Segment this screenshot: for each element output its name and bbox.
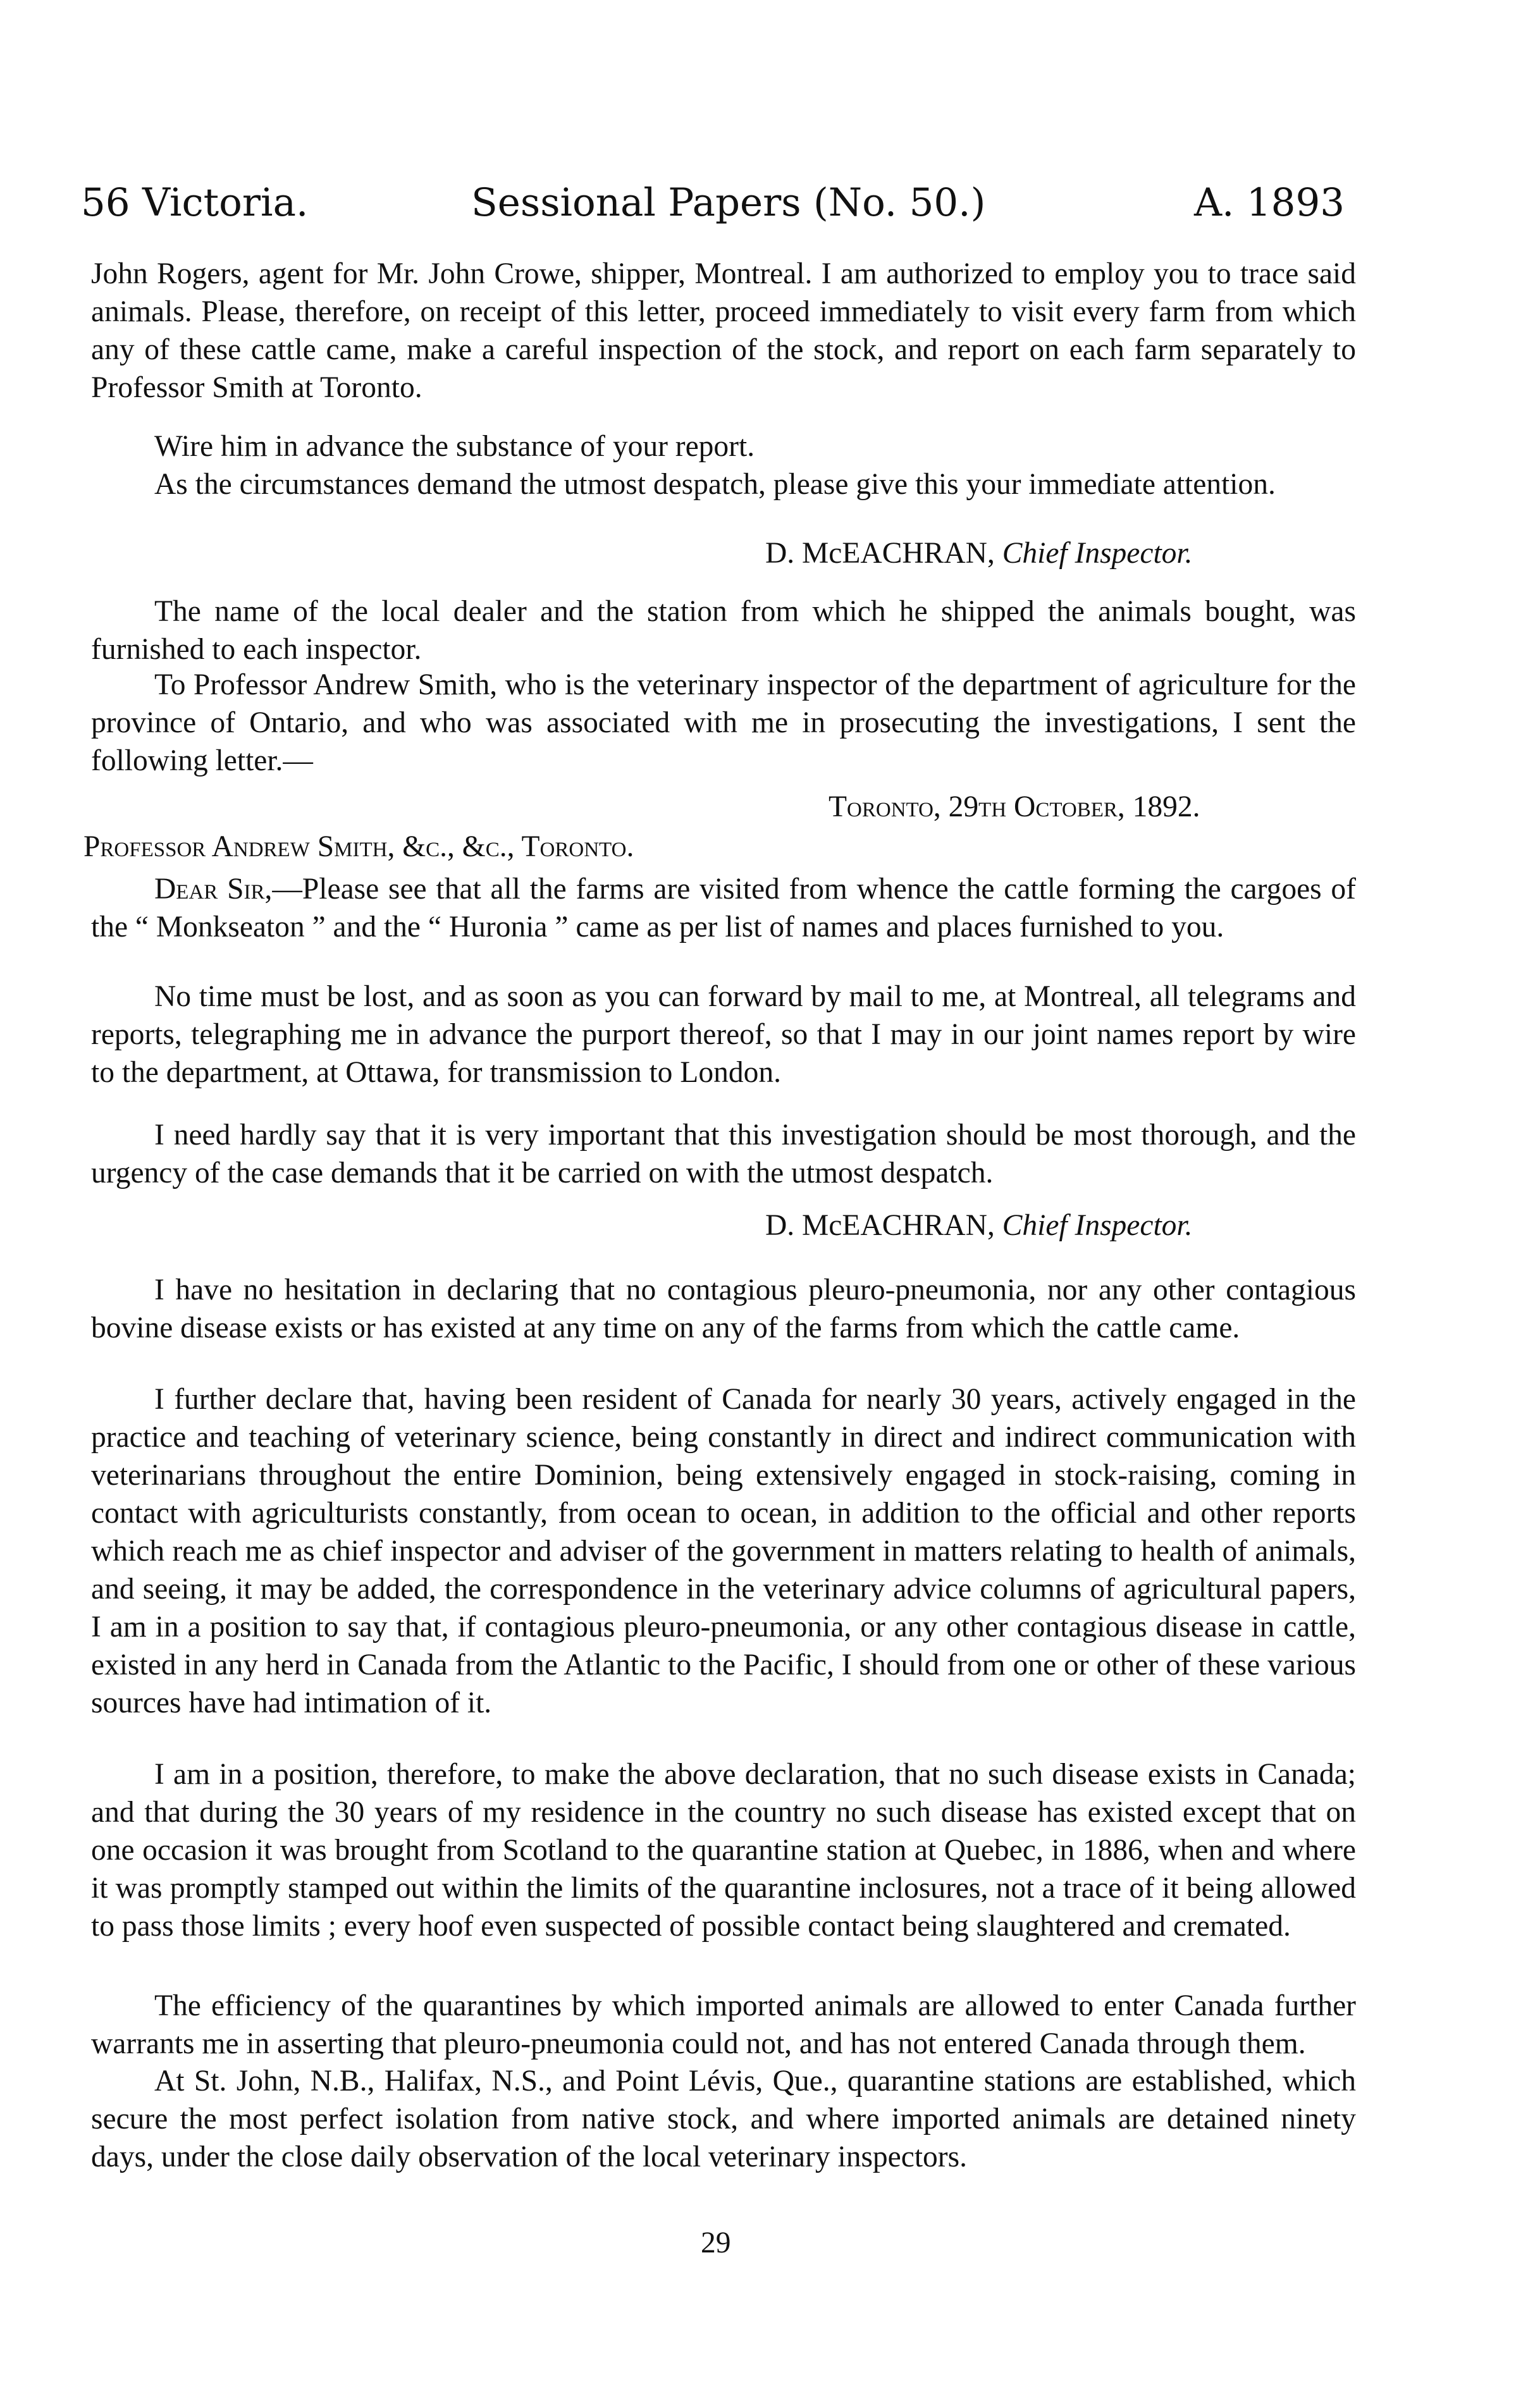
- salutation: Dear Sir,: [154, 873, 273, 906]
- header-title: Sessional Papers (No. 50.): [471, 180, 986, 225]
- letter2-paragraph-3: I need hardly say that it is very important that this investigation should be most thorough, and the urgency of the case demands that it be carried on with the utmost despatch.: [91, 1119, 1356, 1189]
- letter2-place-date: Toronto, 29th October, 1892.: [829, 790, 1200, 823]
- signature-title: Chief Inspector.: [1002, 537, 1193, 570]
- letter1-signature: [765, 534, 1193, 572]
- letter1-wire: Wire him in advance the substance of your report.: [154, 430, 755, 463]
- declaration-paragraph-4: The efficiency of the quarantines by which imported animals are allowed to enter Canada further warrants me in asserting that pleuro-pneumonia could not, and has not entered Canada through them.: [91, 1989, 1356, 2060]
- declaration-paragraph-5: At St. John, N.B., Halifax, N.S., and Point Lévis, Que., quarantine stations are established, which secure the most perfect isolation from native stock, and where imported animals are detained ninety days, under the close daily observation of the local veterinary inspectors.: [91, 2065, 1356, 2173]
- letter2-paragraph-2: No time must be lost, and as soon as you can forward by mail to me, at Montreal, all telegrams and reports, telegraphing me in advance the purport thereof, so that I may in our joint names report by wire to the department, at Ottawa, for transmission to London.: [91, 980, 1356, 1089]
- signature-name: D. McEACHRAN,: [765, 1209, 995, 1242]
- signature-title: Chief Inspector.: [1002, 1209, 1193, 1242]
- intro-paragraph-1: The name of the local dealer and the station from which he shipped the animals bought, was furnished to each inspector.: [91, 595, 1356, 666]
- declaration-paragraph-1: I have no hesitation in declaring that no contagious pleuro-pneumonia, nor any other contagious bovine disease exists or has existed at any time on any of the farms from which the cattle came.: [91, 1274, 1356, 1344]
- header-year: A. 1893: [1194, 180, 1345, 225]
- declaration-paragraph-2: I further declare that, having been resident of Canada for nearly 30 years, actively engaged in the practice and teaching of veterinary science, being constantly in direct and indirect communication with veterinarians throughout the entire Dominion, being extensively engaged in stock-raising, coming in contact with agriculturists constantly, from ocean to ocean, in addition to the official and other reports which reach me as chief inspector and adviser of the government in matters relating to health of animals, and seeing, it may be added, the correspondence in the veterinary advice columns of agricultural papers, I am in a position to say that, if contagious pleuro-pneumonia, or any other contagious disease in cattle, existed in any herd in Canada from the Atlantic to the Pacific, I should from one or other of these various sources have had intimation of it.: [91, 1383, 1356, 1719]
- header-session: 56 Victoria.: [81, 180, 309, 225]
- letter1-despatch: As the circumstances demand the utmost despatch, please give this your immediate attention.: [154, 468, 1276, 501]
- page-number: 29: [701, 2227, 731, 2259]
- letter2-paragraph-1-text: —Please see that all the farms are visited from whence the cattle forming the cargoes of the “ Monkseaton ” and the “ Huronia ” came as per list of names and places furnished to you.: [91, 873, 1356, 943]
- letter2-addressee: Professor Andrew Smith, &c., &c., Toronto.: [83, 830, 634, 863]
- letter2-signature: [765, 1207, 1193, 1244]
- letter2-paragraph-1: [91, 870, 1356, 946]
- intro-paragraph-2: To Professor Andrew Smith, who is the veterinary inspector of the department of agriculture for the province of Ontario, and who was associated with me in prosecuting the investigations, I sent the following letter.—: [91, 668, 1356, 777]
- declaration-paragraph-3: I am in a position, therefore, to make the above declaration, that no such disease exists in Canada; and that during the 30 years of my residence in the country no such disease has existed except that on one occasion it was brought from Scotland to the quarantine station at Quebec, in 1886, when and where it was promptly stamped out within the limits of the quarantine inclosures, not a trace of it being allowed to pass those limits ; every hoof even suspected of possible contact being slaughtered and cremated.: [91, 1758, 1356, 1943]
- letter1-body: John Rogers, agent for Mr. John Crowe, shipper, Montreal. I am authorized to employ you to trace said animals. Please, therefore, on receipt of this letter, proceed immediately to visit every farm from which any of these cattle came, make a careful inspection of the stock, and report on each farm separately to Professor Smith at Toronto.: [91, 257, 1356, 404]
- signature-name: D. McEACHRAN,: [765, 537, 995, 570]
